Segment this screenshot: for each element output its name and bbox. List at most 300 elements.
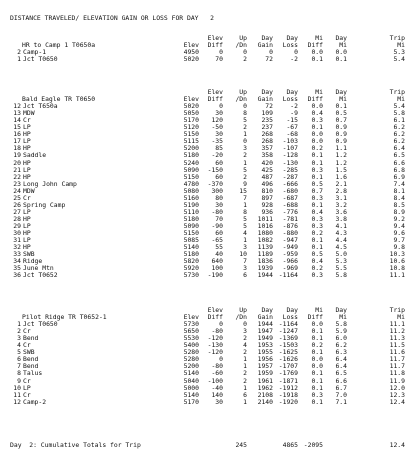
cell-trip-miles: 7.4: [393, 179, 405, 188]
waypoint-number: 7: [17, 362, 21, 371]
waypoint-number: 27: [13, 207, 21, 216]
cell-day-gain: 1836: [257, 257, 273, 266]
cell-day-miles: 5.8: [335, 320, 347, 329]
section-header: [0, 314, 411, 321]
cell-up-dn: 2: [243, 376, 247, 385]
table-row: [0, 202, 411, 209]
cell-trip-miles: 9.7: [393, 236, 405, 245]
cell-elev-diff: -65: [211, 236, 223, 245]
cell-mi-diff: 0.5: [311, 179, 323, 188]
waypoint-name: SWB: [23, 348, 35, 357]
cell-day-loss: -666: [282, 179, 298, 188]
cell-day-gain: 2108: [257, 390, 273, 399]
cell-elev: 4780: [183, 179, 199, 188]
cell-day-loss: -1369: [278, 334, 298, 343]
cell-mi-diff: 0.1: [311, 243, 323, 252]
waypoint-name: HP: [23, 214, 31, 223]
cell-day-loss: -969: [282, 264, 298, 273]
cell-day-miles: 0.9: [335, 130, 347, 139]
table-row: [0, 342, 411, 349]
cell-trip-miles: 9.8: [393, 243, 405, 252]
cell-up-dn: 2: [243, 123, 247, 132]
cell-elev-diff: 30: [215, 397, 223, 406]
cell-day-loss: -1707: [278, 362, 298, 371]
table-row: [0, 385, 411, 392]
cell-day-miles: 1.1: [335, 144, 347, 153]
cell-day-gain: 897: [261, 193, 273, 202]
cell-mi-diff: 0.0: [311, 130, 323, 139]
cell-trip-miles: 11.9: [389, 376, 405, 385]
cell-elev-diff: 85: [215, 144, 223, 153]
column-header-day-miles: Day: [335, 34, 347, 42]
table-row: [0, 244, 411, 251]
waypoint-name: Cr: [23, 116, 31, 125]
cell-mi-diff: 0.4: [311, 207, 323, 216]
column-header-mi-diff: Diff: [307, 41, 323, 50]
cell-trip-miles: 11.6: [389, 348, 405, 357]
column-header-mi-diff: Diff: [307, 313, 323, 322]
cell-elev-diff: 0: [219, 48, 223, 57]
cell-mi-diff: 0.4: [311, 109, 323, 118]
column-header-elev-diff: Diff: [207, 313, 223, 322]
waypoint-name: HP: [23, 144, 31, 153]
cell-up-dn: 0: [243, 102, 247, 111]
waypoint-number: 13: [13, 109, 21, 118]
cell-day-loss: -687: [282, 193, 298, 202]
cell-trip-miles: 8.9: [393, 207, 405, 216]
column-header-day-gain: Gain: [257, 95, 273, 104]
cell-up-dn: 2: [243, 151, 247, 160]
cell-up-dn: 3: [243, 264, 247, 273]
cell-day-miles: 4.5: [335, 243, 347, 252]
cell-elev-diff: 60: [215, 229, 223, 237]
waypoint-name: Jct T0652: [23, 271, 58, 280]
cell-day-loss: -680: [282, 186, 298, 195]
cell-day-miles: 5.0: [335, 250, 347, 259]
cell-day-gain: 928: [261, 200, 273, 209]
cell-up-dn: 15: [239, 186, 247, 195]
cell-elev-diff: -150: [207, 165, 223, 174]
column-header-day-gain: Day: [261, 34, 273, 42]
cell-day-loss: -15: [286, 116, 298, 125]
table-row: [0, 378, 411, 385]
cell-mi-diff: 0.2: [311, 264, 323, 273]
report-header: [0, 15, 411, 22]
cell-mi-diff: 0.1: [311, 172, 323, 181]
cell-elev-diff: -60: [211, 369, 223, 378]
cell-elev: 5020: [183, 102, 199, 111]
waypoint-name: Spring Camp: [23, 200, 66, 209]
table-row: [0, 223, 411, 230]
table-row: [0, 152, 411, 159]
cell-day-miles: 6.2: [335, 341, 347, 350]
column-header-mi-diff: Mi: [315, 34, 323, 42]
waypoint-number: 15: [13, 123, 21, 132]
cell-up-dn: 8: [243, 109, 247, 118]
cell-day-gain: 1959: [257, 369, 273, 378]
cell-trip-miles: 12.0: [389, 383, 405, 392]
cell-day-gain: 1961: [257, 376, 273, 385]
cell-day-loss: -1247: [278, 327, 298, 336]
waypoint-number: 21: [13, 165, 21, 174]
cell-day-loss: -688: [282, 200, 298, 209]
cell-elev: 5050: [183, 109, 199, 118]
cell-day-loss: -966: [282, 257, 298, 266]
cell-up-dn: 7: [243, 257, 247, 266]
cell-elev: 5080: [183, 186, 199, 195]
cell-elev: 5730: [183, 320, 199, 329]
cell-trip-miles: 6.2: [393, 137, 405, 146]
cell-day-gain: 810: [261, 186, 273, 195]
cell-elev: 5180: [183, 214, 199, 223]
table-row: [0, 56, 411, 63]
cell-day-gain: 1947: [257, 327, 273, 336]
cell-trip-miles: 6.1: [393, 116, 405, 125]
cell-trip-miles: 6.2: [393, 130, 405, 139]
cell-day-miles: 3.6: [335, 207, 347, 216]
cell-up-dn: 9: [243, 179, 247, 188]
cell-day-loss: -103: [282, 137, 298, 146]
column-header-mi-diff: Mi: [315, 306, 323, 314]
column-header-day-miles: Mi: [339, 313, 347, 322]
cell-elev: 5140: [183, 243, 199, 252]
waypoint-number: 6: [17, 355, 21, 364]
cell-up-dn: 6: [243, 390, 247, 399]
cell-up-dn: 5: [243, 221, 247, 230]
cell-day-gain: 1139: [257, 243, 273, 252]
cell-mi-diff: 0.2: [311, 144, 323, 153]
section-title: Bald Eagle TR T0650: [22, 95, 96, 104]
cell-day-miles: 5.9: [335, 327, 347, 336]
column-header-day-miles: Mi: [339, 41, 347, 50]
table-row: [0, 110, 411, 117]
waypoint-name: Jct T0650: [23, 320, 58, 329]
waypoint-name: HP: [23, 158, 31, 167]
cell-mi-diff: 0.1: [311, 397, 323, 406]
column-header-day-loss: Day: [286, 88, 298, 96]
table-row: [0, 363, 411, 370]
cell-day-miles: 5.8: [335, 271, 347, 280]
waypoint-number: 28: [13, 214, 21, 223]
waypoint-name: MDW: [23, 186, 35, 195]
table-row: [0, 258, 411, 265]
cell-trip-miles: 8.1: [393, 186, 405, 195]
cell-up-dn: 8: [243, 207, 247, 216]
totals-row: [0, 442, 411, 449]
waypoint-number: 1: [17, 320, 21, 329]
cell-elev: 5730: [183, 271, 199, 280]
cell-elev-diff: -35: [211, 137, 223, 146]
cell-elev-diff: 70: [215, 214, 223, 223]
waypoint-number: 9: [17, 376, 21, 385]
table-row: [0, 181, 411, 188]
waypoint-number: 34: [13, 257, 21, 266]
column-header-up-dn: Up: [239, 306, 247, 314]
cell-elev-diff: -370: [207, 179, 223, 188]
column-header-trip-miles: Trip: [389, 306, 405, 314]
waypoint-name: LP: [23, 383, 31, 392]
cell-day-gain: 425: [261, 165, 273, 174]
column-header-day-gain: Day: [261, 88, 273, 96]
cell-elev: 5400: [183, 341, 199, 350]
cell-mi-diff: 0.1: [311, 123, 323, 132]
cell-day-gain: 1953: [257, 341, 273, 350]
cell-up-dn: 2: [243, 334, 247, 343]
cell-day-gain: 1957: [257, 362, 273, 371]
cell-elev: 5920: [183, 264, 199, 273]
cell-mi-diff: 0.3: [311, 214, 323, 223]
cell-elev-diff: 30: [215, 109, 223, 118]
cell-day-gain: 1016: [257, 221, 273, 230]
column-header-mi-diff: Mi: [315, 88, 323, 96]
column-header-elev-diff: Elev: [207, 34, 223, 42]
cell-trip-miles: 12.3: [389, 390, 405, 399]
cell-day-gain: 72: [265, 55, 273, 64]
cell-day-loss: -287: [282, 172, 298, 181]
cell-mi-diff: 0.5: [311, 250, 323, 259]
cell-mi-diff: 0.0: [311, 137, 323, 146]
cell-day-miles: 2.1: [335, 179, 347, 188]
column-header-trip-miles: Trip: [389, 88, 405, 96]
cell-up-dn: 2: [243, 55, 247, 64]
cell-up-dn: 5: [243, 116, 247, 125]
cell-mi-diff: 0.0: [311, 362, 323, 371]
cell-day-loss: -1503: [278, 341, 298, 350]
cell-trip-miles: 8.5: [393, 200, 405, 209]
section-header: [0, 42, 411, 49]
cell-day-loss: -880: [282, 229, 298, 237]
table-row: [0, 131, 411, 138]
waypoint-name: LP: [23, 123, 31, 132]
cell-day-gain: 72: [265, 102, 273, 111]
cell-day-loss: 0: [294, 48, 298, 57]
waypoint-name: Talus: [23, 369, 43, 378]
column-header-elev: Elev: [183, 41, 199, 50]
cell-up-dn: 1: [243, 383, 247, 392]
column-header-up-dn: /Dn: [235, 95, 247, 104]
cell-day-miles: 0.9: [335, 123, 347, 132]
cell-mi-diff: 0.1: [311, 151, 323, 160]
cell-day-loss: -9: [290, 109, 298, 118]
table-row: [0, 328, 411, 335]
cell-elev: 5085: [183, 236, 199, 245]
waypoint-number: 17: [13, 137, 21, 146]
waypoint-number: 32: [13, 243, 21, 252]
column-header-elev: Elev: [183, 95, 199, 104]
waypoint-number: 1: [17, 55, 21, 64]
cell-day-miles: 1.5: [335, 165, 347, 174]
table-row: [0, 321, 411, 328]
cell-elev: 5090: [183, 165, 199, 174]
cell-up-dn: 7: [243, 193, 247, 202]
table-row: [0, 370, 411, 377]
column-header-trip-miles: Mi: [397, 41, 405, 50]
cell-mi-diff: 0.3: [311, 165, 323, 174]
cell-mi-diff: 0.1: [311, 158, 323, 167]
cell-day-loss: -67: [286, 123, 298, 132]
waypoint-number: 24: [13, 186, 21, 195]
waypoint-number: 12: [13, 102, 21, 111]
waypoint-name: Bend: [23, 355, 39, 364]
cell-day-miles: 4.3: [335, 229, 347, 237]
cell-mi-diff: 0.3: [311, 390, 323, 399]
cell-elev: 5280: [183, 348, 199, 357]
table-row: [0, 230, 411, 237]
cell-trip-miles: 11.1: [389, 271, 405, 280]
cell-day-miles: 7.0: [335, 390, 347, 399]
cell-day-loss: -947: [282, 236, 298, 245]
cell-trip-miles: 6.2: [393, 123, 405, 132]
cell-trip-miles: 11.5: [389, 341, 405, 350]
table-row: [0, 272, 411, 279]
cell-day-loss: -68: [286, 130, 298, 139]
cell-day-miles: 4.1: [335, 221, 347, 230]
column-header-day-miles: Mi: [339, 95, 347, 104]
cell-day-gain: 235: [261, 116, 273, 125]
cell-mi-diff: 0.0: [311, 48, 323, 57]
cell-up-dn: 10: [239, 250, 247, 259]
waypoint-name: LP: [23, 137, 31, 146]
cell-mi-diff: 0.3: [311, 116, 323, 125]
waypoint-number: 20: [13, 158, 21, 167]
cell-elev-diff: -120: [207, 348, 223, 357]
waypoint-number: 18: [13, 144, 21, 153]
column-header-up-dn: Up: [239, 34, 247, 42]
cell-day-loss: -2: [290, 102, 298, 111]
cell-elev: 5200: [183, 144, 199, 153]
cell-mi-diff: 0.2: [311, 229, 323, 237]
cell-elev-diff: 100: [211, 264, 223, 273]
cell-up-dn: 4: [243, 229, 247, 237]
cell-mi-diff: 0.2: [311, 341, 323, 350]
column-header-trip-miles: Mi: [397, 95, 405, 104]
totals-label: Day 2: Cumulative Totals for Trip: [10, 441, 141, 449]
cell-trip-miles: 12.4: [389, 397, 405, 406]
cell-elev-diff: -20: [211, 151, 223, 160]
cell-elev: 5170: [183, 397, 199, 406]
cell-elev-diff: 0: [219, 320, 223, 329]
waypoint-name: HP: [23, 243, 31, 252]
cell-day-gain: 936: [261, 207, 273, 216]
waypoint-name: HP: [23, 130, 31, 139]
table-row: [0, 237, 411, 244]
cell-mi-diff: 0.0: [311, 355, 323, 364]
cell-elev: 5160: [183, 193, 199, 202]
cell-elev-diff: -120: [207, 334, 223, 343]
cell-elev: 5240: [183, 158, 199, 167]
cell-day-miles: 3.1: [335, 193, 347, 202]
cell-elev: 5820: [183, 257, 199, 266]
cell-trip-miles: 10.6: [389, 257, 405, 266]
table-row: [0, 138, 411, 145]
column-header-day-miles: Day: [335, 88, 347, 96]
cell-up-dn: 2: [243, 172, 247, 181]
cell-elev-diff: -190: [207, 271, 223, 280]
column-header-up-dn: Up: [239, 88, 247, 96]
waypoint-name: Jct T650a: [23, 102, 58, 111]
cell-trip-miles: 5.8: [393, 109, 405, 118]
cell-day-gain: 1962: [257, 383, 273, 392]
cell-elev-diff: -130: [207, 341, 223, 350]
waypoint-number: 8: [17, 369, 21, 378]
column-header-day-loss: Day: [286, 306, 298, 314]
cell-up-dn: 1: [243, 158, 247, 167]
column-header-day-loss: Loss: [282, 313, 298, 322]
cell-day-miles: 6.6: [335, 376, 347, 385]
cell-day-loss: -2: [290, 55, 298, 64]
report-title: DISTANCE TRAVELED/ ELEVATION GAIN OR LOSS FOR DAY 2: [10, 14, 214, 22]
table-row: [0, 265, 411, 272]
waypoint-name: LP: [23, 236, 31, 245]
cell-elev: 5200: [183, 362, 199, 371]
cell-mi-diff: 0.0: [311, 320, 323, 329]
table-row: [0, 349, 411, 356]
cell-mi-diff: 0.1: [311, 236, 323, 245]
cell-up-dn: 0: [243, 137, 247, 146]
cell-day-miles: 3.8: [335, 214, 347, 223]
cell-up-dn: 1: [243, 355, 247, 364]
waypoint-name: Saddle: [23, 151, 47, 160]
cell-trip-miles: 11.1: [389, 320, 405, 329]
cell-elev: 4950: [183, 48, 199, 57]
table-row: [0, 124, 411, 131]
waypoint-name: June Mtn: [23, 264, 54, 273]
waypoint-name: Camp-1: [23, 48, 47, 57]
cell-trip-miles: 6.9: [393, 172, 405, 181]
cell-up-dn: 0: [243, 320, 247, 329]
cell-up-dn: 2: [243, 348, 247, 357]
cell-up-dn: 0: [243, 48, 247, 57]
table-row: [0, 335, 411, 342]
cell-up-dn: 5: [243, 165, 247, 174]
cell-up-dn: 2: [243, 369, 247, 378]
cell-up-dn: 5: [243, 214, 247, 223]
cell-elev: 5190: [183, 200, 199, 209]
cell-day-miles: 3.2: [335, 200, 347, 209]
table-row: [0, 160, 411, 167]
waypoint-name: Bend: [23, 334, 39, 343]
cell-elev-diff: 0: [219, 355, 223, 364]
waypoint-number: 23: [13, 179, 21, 188]
cell-trip-miles: 6.6: [393, 158, 405, 167]
cell-elev-diff: 40: [215, 250, 223, 259]
cell-day-gain: 1082: [257, 236, 273, 245]
waypoint-name: Cr: [23, 390, 31, 399]
waypoint-number: 30: [13, 229, 21, 237]
cell-mi-diff: 0.1: [311, 327, 323, 336]
cell-day-miles: 6.4: [335, 355, 347, 364]
waypoint-name: MDW: [23, 109, 35, 118]
cell-mi-diff: 0.1: [311, 55, 323, 64]
cell-trip-miles: 6.4: [393, 144, 405, 153]
cell-elev-diff: -80: [211, 327, 223, 336]
cell-elev-diff: 70: [215, 55, 223, 64]
cell-elev-diff: -50: [211, 123, 223, 132]
table-row: [0, 188, 411, 195]
cell-trip-miles: 9.4: [393, 221, 405, 230]
cell-elev-diff: -40: [211, 383, 223, 392]
cell-day-gain: 268: [261, 130, 273, 139]
cell-elev: 5120: [183, 123, 199, 132]
waypoint-name: LP: [23, 207, 31, 216]
cell-up-dn: 1: [243, 200, 247, 209]
waypoint-number: 22: [13, 172, 21, 181]
waypoint-number: 3: [17, 334, 21, 343]
column-header-trip-miles: Mi: [397, 313, 405, 322]
cell-elev: 5180: [183, 250, 199, 259]
cell-day-miles: 6.3: [335, 348, 347, 357]
cell-elev: 5040: [183, 376, 199, 385]
